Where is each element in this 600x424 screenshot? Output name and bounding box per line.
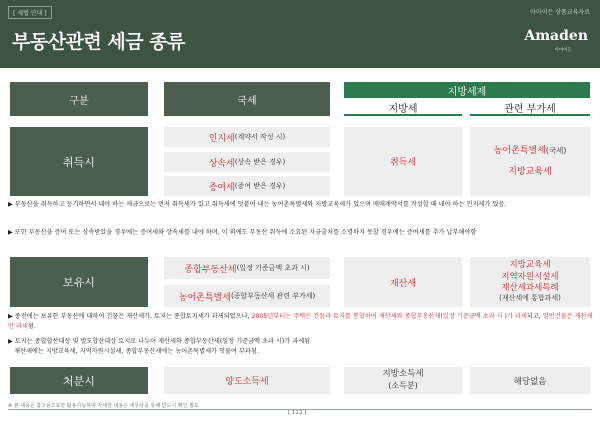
- header-right-text: 아마이든 상품교육자료: [530, 9, 590, 16]
- brand-subtitle: 아마이든: [554, 48, 572, 53]
- tax-detail: (종합부동산세 관련 부가세): [230, 292, 316, 300]
- tax-name: 재산세: [389, 278, 417, 289]
- note-hold-2: [8, 337, 594, 356]
- tax-name: 취득세: [389, 158, 417, 168]
- surtax-acquisition: [470, 127, 590, 196]
- tax-name: 농어촌특별세: [178, 292, 231, 303]
- note-text: 됨.: [27, 322, 36, 330]
- tax-detail: (일정 기준금액 초과 시): [236, 264, 310, 272]
- breadcrumb: [ 세법 안내 ]: [8, 6, 52, 19]
- tax-name: 재산세과세특례: [501, 283, 559, 294]
- note-acquire-1: ▶ 부동산을 취득하고 등기하면서 내야 하는 세금으로는 먼저 취득세가 있고 취득세에 덧붙여 내는 농어촌특별세와 지방교육세가 있으며 매매계약서를 작성할 때 내야 하는 인지세가 있음.: [8, 201, 507, 208]
- note-text: ▶ 종전에는 보유한 부동산에 대하여 건물은 재산세가, 토지는 종합토지세가 과세되었으나,: [8, 313, 252, 320]
- tax-name: 지방교육세: [509, 260, 551, 271]
- tax-comprehensive-real-estate: [164, 257, 330, 279]
- header-local-tax: 지방세: [344, 100, 462, 116]
- note-highlight: 2005년부터는 주택은 건물과 토지를 통합하여 재산세와 종합부동산세(일정 기준금액 초과 시 )가 과세: [251, 313, 527, 320]
- note-text: 되고,: [526, 313, 543, 320]
- tax-rural-special: [164, 285, 330, 307]
- local-income-tax: [344, 367, 462, 394]
- page-title: 부동산관련 세금 종류: [12, 31, 185, 53]
- tax-name: 상속세: [208, 158, 235, 169]
- tax-name: 종합부동산세: [184, 264, 237, 275]
- tax-name: 지방교육세: [508, 166, 552, 177]
- tax-detail: (증여 받은 경우): [234, 182, 286, 190]
- header-category: 구분: [10, 82, 148, 116]
- tax-detail: (국세): [545, 146, 567, 156]
- tax-name: 농어촌특별세: [493, 146, 546, 157]
- local-tax-acquisition: [344, 127, 462, 196]
- tax-detail: (상속 받은 경우): [234, 158, 286, 166]
- note-highlight: 일반건물은 재산세만 과세: [8, 313, 593, 330]
- tax-detail: (재산세에 통합과세): [499, 294, 561, 303]
- tax-inheritance: [164, 152, 330, 172]
- header-local-tax-group: 지방세제: [344, 82, 590, 98]
- note-text: 재산세에는 지방교육세, 지역자원시설세, 종합부동산세에는 농어촌특별세가 덧붙여 부과됨.: [14, 347, 259, 355]
- note-acquire-2: ▶ 또한 부동산을 증여 또는 상속받았을 경우에는 증여세와 상속세를 내야 하며, 이 외에도 부동산 취득에 소요된 자금출처를 소명하지 못할 경우에는 증여세를 추가 납부해야함: [8, 229, 477, 236]
- brand-logo: Amaden: [524, 28, 588, 44]
- tax-name: 인지세: [208, 133, 235, 144]
- header-banner: [0, 0, 600, 68]
- tax-name: 지역자원시설세: [501, 271, 559, 282]
- surtax-disposal: [470, 367, 590, 394]
- local-tax-property: [344, 257, 462, 307]
- footer-disclaimer: ※ 본 내용은 참고용으로만 활용가능하며 자세한 내용은 세무사를 통해 반드시 확인 필요: [8, 403, 199, 409]
- tax-name: 양도소득세: [225, 377, 269, 387]
- note-text: ▶ 토지는 종합합산대상 및 별도합산대상 토지로 나누어 재산세와 종합부동산세(일정 기준금액 초과 시)가 과세됨: [8, 338, 311, 345]
- tax-name: 지방소득세: [382, 369, 424, 380]
- row-label-dispose: 처분시: [10, 367, 148, 394]
- note-hold-1: [8, 312, 594, 331]
- tax-capital-gains: [164, 367, 330, 394]
- header-surtax: 관련 부가세: [470, 100, 590, 116]
- surtax-holding: [470, 257, 590, 307]
- header-national-tax: 국세: [164, 82, 330, 116]
- tax-gift: [164, 176, 330, 196]
- tax-detail: (계약서 작성 시): [234, 133, 286, 141]
- row-label-acquire: 취득시: [10, 127, 148, 196]
- tax-detail: (소득분): [388, 380, 418, 390]
- page-number: [ 112 ]: [288, 410, 307, 416]
- tax-name: 해당없음: [513, 376, 547, 387]
- tax-name: 증여세: [208, 182, 235, 193]
- row-label-hold: 보유시: [10, 257, 148, 307]
- tax-stamp-duty: [164, 127, 330, 147]
